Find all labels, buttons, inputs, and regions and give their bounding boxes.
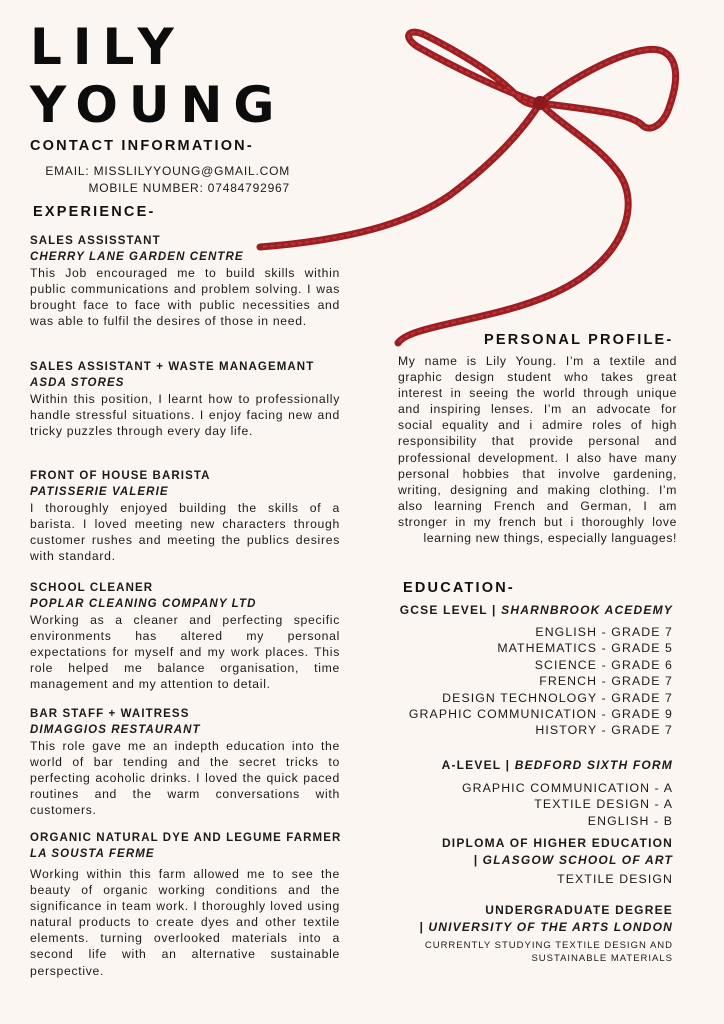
education-school: | GLASGOW SCHOOL OF ART [473,853,673,867]
job-employer: DIMAGGIOS RESTAURANT [30,724,201,736]
job-employer: LA SOUSTA FERME [30,848,155,860]
education-level: UNDERGRADUATE DEGREE [485,903,673,917]
grade-item: ENGLISH - GRADE 7 [535,625,673,639]
grade-item: FRENCH - GRADE 7 [539,674,673,689]
name-line-first: LILY [30,18,185,76]
profile-heading: PERSONAL PROFILE- [484,332,674,348]
education-note [398,939,673,965]
grade-item: DESIGN TECHNOLOGY - GRADE 7 [442,690,673,705]
job-employer: ASDA STORES [30,377,125,389]
grade-item: MATHEMATICS - GRADE 5 [497,641,673,656]
job-employer: CHERRY LANE GARDEN CENTRE [30,251,244,263]
education-gcse-heading [398,602,673,619]
contact-details [38,163,290,197]
grade-item: GRAPHIC COMMUNICATION - GRADE 9 [408,707,673,722]
experience-item [30,580,340,692]
job-title: BAR STAFF + WAITRESS [30,708,190,720]
job-employer: POPLAR CLEANING COMPANY LTD [30,598,257,610]
education-note-line: CURRENTLY STUDYING TEXTILE DESIGN AND [424,940,673,951]
education-level: DIPLOMA OF HIGHER EDUCATION [441,836,673,850]
job-description: This Job encouraged me to build skills within public communications and problem solving. I was brought face to face with public necessities and was able to fulfil the desires of those in need. [30,266,340,329]
job-description: This role gave me an indepth education into the world of bar tending and the secret tricks to perfecting acoholic drinks. I loved the quick paced routines and the warm conversations with customers. [30,739,340,818]
education-heading: EDUCATION- [403,580,515,596]
job-description: Working within this farm allowed me to see the beauty of organic working conditions and the significance in team work. I thoroughly loved using natural products to create dyes and other textile elements. turning overlooked materials into a second life with an alternative sustainable perspective. [30,867,340,978]
mobile-number: MOBILE NUMBER: 07484792967 [88,181,290,195]
job-employer: PATISSERIE VALERIE [30,486,169,498]
education-note-line: SUSTAINABLE MATERIALS [531,953,673,964]
education-level: A-LEVEL | [441,758,511,772]
experience-item [30,233,340,329]
grade-item: SCIENCE - GRADE 6 [534,657,673,672]
grade-item: HISTORY - GRADE 7 [535,723,673,738]
education-alevel [398,757,673,829]
education-diploma [398,835,673,887]
education-subject: TEXTILE DESIGN [557,872,673,886]
grade-item: GRAPHIC COMMUNICATION - A [461,781,673,795]
job-title: SALES ASSISTANT + WASTE MANAGEMANT [30,361,315,373]
job-title: ORGANIC NATURAL DYE AND LEGUME FARMER [30,832,342,844]
experience-item [30,706,340,818]
contact-heading: CONTACT INFORMATION- [30,138,254,154]
applicant-name [30,18,285,134]
grade-list [398,780,673,829]
job-description: Working as a cleaner and perfecting specific environments has altered my personal expectations for myself and my work places. This role helped me balance organisation, time management and my attention to detail. [30,613,340,692]
experience-heading: EXPERIENCE- [33,204,156,220]
education-school: BEDFORD SIXTH FORM [514,758,673,772]
education-degree [398,902,673,965]
education-gcse [398,602,673,739]
job-description: I thoroughly enjoyed building the skills of a barista. I loved meeting new characters through customer rushes and meeting the publics desires with standard. [30,501,340,564]
name-line-last: YOUNG [30,76,286,134]
job-title: SCHOOL CLEANER [30,582,154,594]
grade-item: ENGLISH - B [587,813,673,828]
education-school: SHARNBROOK ACEDEMY [501,603,673,617]
job-title: SALES ASSISSTANT [30,235,161,247]
education-school: | UNIVERSITY OF THE ARTS LONDON [419,920,673,934]
grade-item: TEXTILE DESIGN - A [534,797,673,812]
grade-list [398,624,673,739]
email-address: EMAIL: MISSLILYYOUNG@GMAIL.COM [45,164,290,178]
experience-item [30,468,340,564]
education-level: GCSE LEVEL | [399,603,497,617]
experience-item [30,359,340,439]
education-alevel-heading [398,757,673,774]
profile-text: My name is Lily Young. I’m a textile and graphic design student who takes great interest in seeing the world through unique and inspiring lenses. I’m an advocate for social equality and i admire roles of high responsibility that provide personal and professional development. I also have many personal hobbies that involve gardening, writing, designing and making clothing. I’m also learning French and German, I am stronger in my french but i thoroughly love learning new things, especially languages! [398,354,677,546]
job-title: FRONT OF HOUSE BARISTA [30,470,211,482]
job-description: Within this position, I learnt how to professionally handle stressful situations. I enjoy facing new and tricky puzzles through every day life. [30,392,340,439]
experience-item [30,830,340,979]
